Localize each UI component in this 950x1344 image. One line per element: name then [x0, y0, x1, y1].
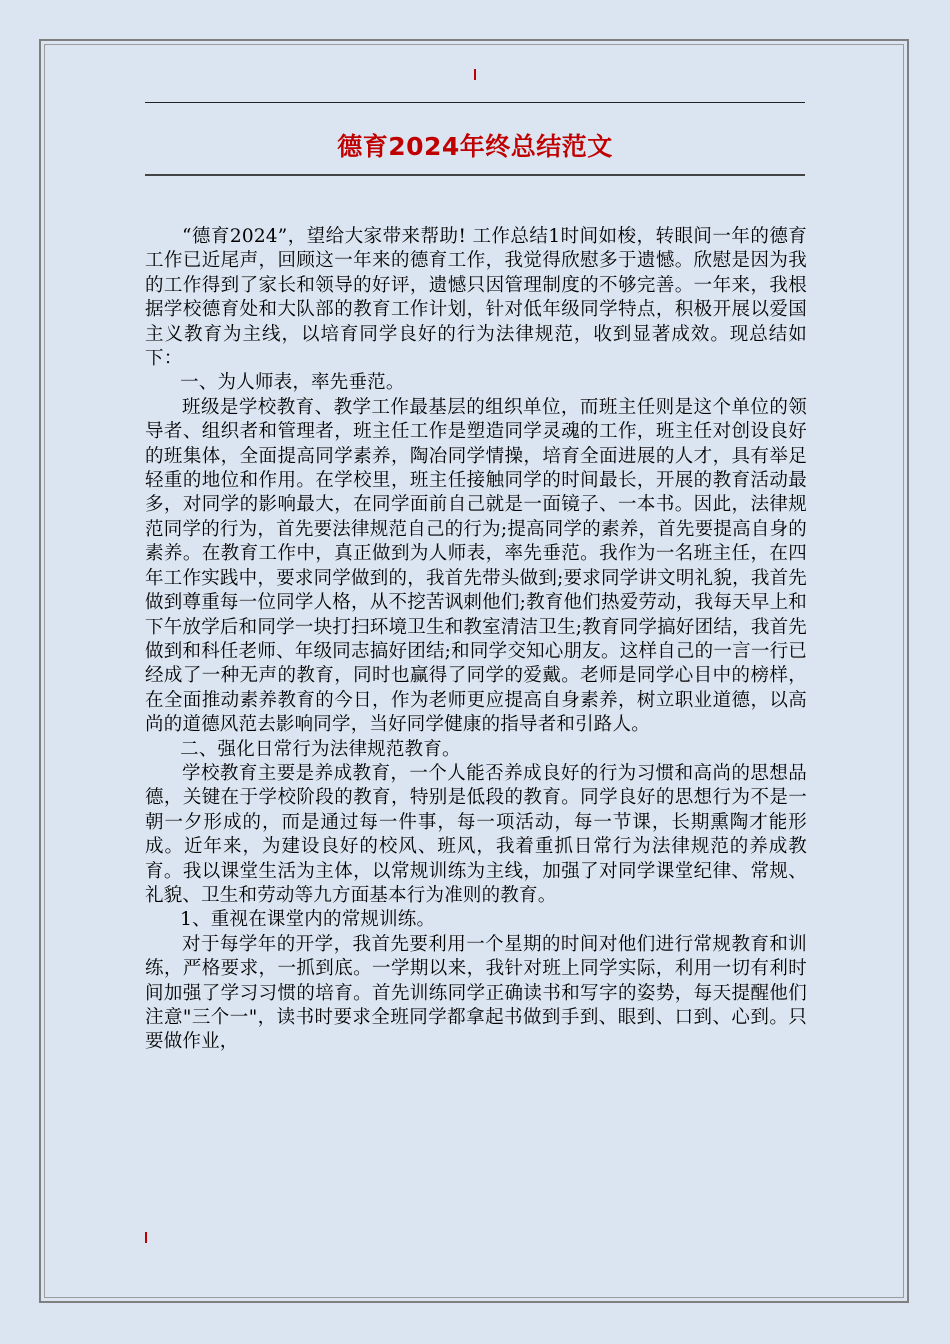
- header-rule: [145, 102, 805, 103]
- header-mark: [474, 69, 476, 80]
- document-body: [145, 225, 807, 1055]
- paragraph-subsection-1: 对于每学年的开学，我首先要利用一个星期的时间对他们进行常规教育和训练，严格要求，一抓到底。一学期以来，我针对班上同学实际，利用一切有利时间加强了学习习惯的培育。首先训练同学正确读书和写字的姿势，每天提醒他们注意"三个一"，读书时要求全班同学都拿起书做到手到、眼到、口到、心到。只要做作业，: [145, 933, 807, 1053]
- title-rule: [145, 174, 805, 176]
- document-title: 德育2024年终总结范文: [337, 132, 613, 161]
- paragraph-section-2: 学校教育主要是养成教育，一个人能否养成良好的行为习惯和高尚的思想品德，关键在于学校阶段的教育，特别是低段的教育。同学良好的思想行为不是一朝一夕形成的，而是通过每一件事，每一项活动，每一节课，长期熏陶才能形成。近年来，为建设良好的校风、班风，我着重抓日常行为法律规范的养成教育。我以课堂生活为主体，以常规训练为主线，加强了对同学课堂纪律、常规、礼貌、卫生和劳动等九方面基本行为准则的教育。: [145, 762, 807, 906]
- section-heading-1: 一、为人师表，率先垂范。: [180, 372, 405, 394]
- footer-mark: [145, 1232, 147, 1243]
- paragraph-intro: “德育2024”，望给大家带来帮助! 工作总结1时间如梭，转眼间一年的德育工作已近尾声，回顾这一年来的德育工作，我觉得欣慰多于遗憾。欣慰是因为我的工作得到了家长和领导的好评，遗憾只因管理制度的不够完善。一年来，我根据学校德育处和大队部的教育工作计划，针对低年级同学特点，积极开展以爱国主义教育为主线，以培育同学良好的行为法律规范，收到显著成效。现总结如下：: [145, 226, 807, 370]
- subsection-heading-1: 1、重视在课堂内的常规训练。: [180, 909, 436, 931]
- section-heading-2: 二、强化日常行为法律规范教育。: [180, 738, 461, 760]
- paragraph-section-1: 班级是学校教育、教学工作最基层的组织单位，而班主任则是这个单位的领导者、组织者和管理者，班主任工作是塑造同学灵魂的工作，班主任对创设良好的班集体，全面提高同学素养，陶冶同学情操，培育全面进展的人才，具有举足轻重的地位和作用。在学校里，班主任接触同学的时间最长，开展的教育活动最多，对同学的影响最大，在同学面前自己就是一面镜子、一本书。因此，法律规范同学的行为，首先要法律规范自己的行为;提高同学的素养，首先要提高自身的素养。在教育工作中，真正做到为人师表，率先垂范。我作为一名班主任，在四年工作实践中，要求同学做到的，我首先带头做到;要求同学讲文明礼貌，我首先做到尊重每一位同学人格，从不挖苦讽刺他们;教育他们热爱劳动，我每天早上和下午放学后和同学一块打扫环境卫生和教室清洁卫生;教育同学搞好团结，我首先做到和科任老师、年级同志搞好团结;和同学交知心朋友。这样自己的一言一行已经成了一种无声的教育，同时也赢得了同学的爱戴。老师是同学心目中的榜样，在全面推动素养教育的今日，作为老师更应提高自身素养，树立职业道德，以高尚的道德风范去影响同学，当好同学健康的指导者和引路人。: [145, 396, 807, 736]
